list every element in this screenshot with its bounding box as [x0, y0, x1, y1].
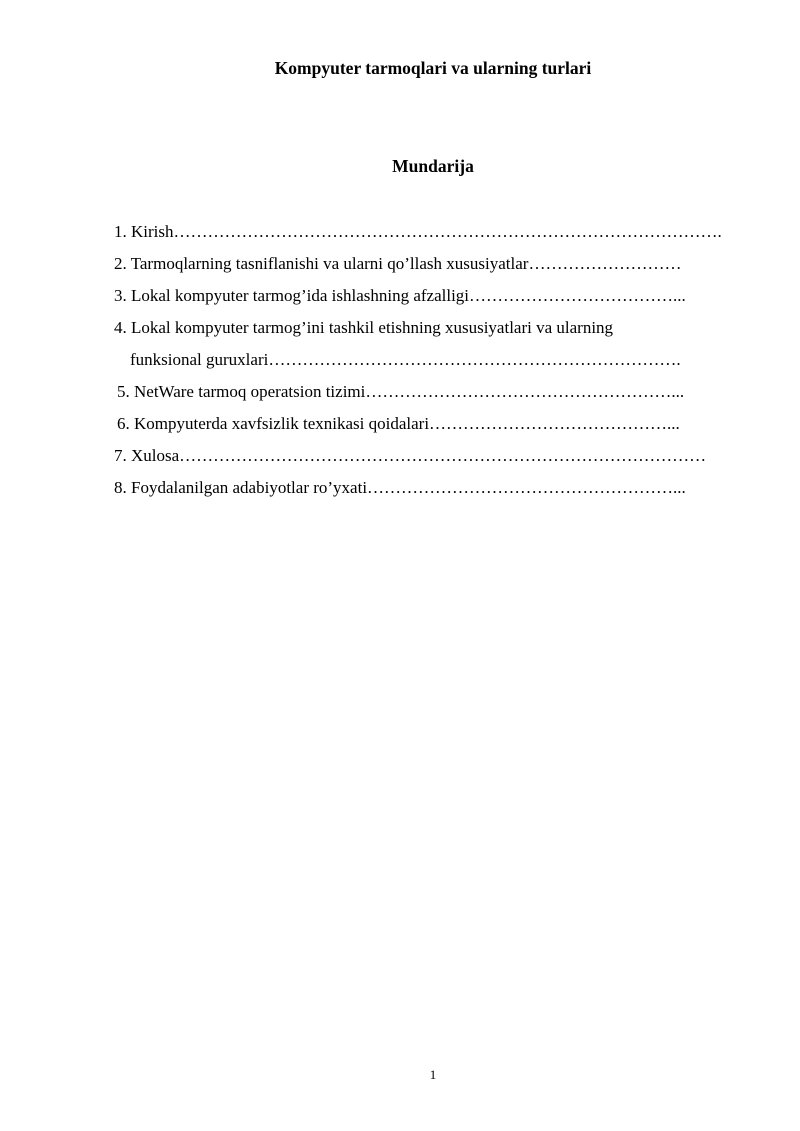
toc-item-local-network-organization: 4. Lokal kompyuter tarmog’ini tashkil etishning xususiyatlari va ularning	[114, 318, 614, 337]
toc-item-references: 8. Foydalanilgan adabiyotlar ro’yxati………………………………………………...	[114, 478, 686, 497]
table-of-contents	[114, 219, 774, 507]
document-title: Kompyuter tarmoqlari va ularning turlari	[274, 58, 592, 78]
toc-item-netware-os: 5. NetWare tarmoq operatsion tizimi………………………………………………...	[117, 382, 685, 401]
toc-item-introduction: 1. Kirish…………………………………………………………………………………….	[114, 222, 722, 241]
toc-item-local-network-advantages: 3. Lokal kompyuter tarmog’ida ishlashning afzalligi………………………………...	[114, 286, 686, 305]
toc-heading: Mundarija	[392, 156, 474, 176]
page-number: 1	[429, 1067, 437, 1082]
toc-item-conclusion: 7. Xulosa…………………………………………………………………………………	[114, 446, 707, 465]
toc-item-network-classification: 2. Tarmoqlarning tasniflanishi va ularni qo’llash xususiyatlar………………………	[114, 254, 682, 273]
toc-item-computer-safety-rules: 6. Kompyuterda xavfsizlik texnikasi qoidalari……………………………………...	[117, 414, 680, 433]
toc-item-local-network-organization-continued: funksional guruxlari……………………………………………………………….	[130, 350, 681, 369]
